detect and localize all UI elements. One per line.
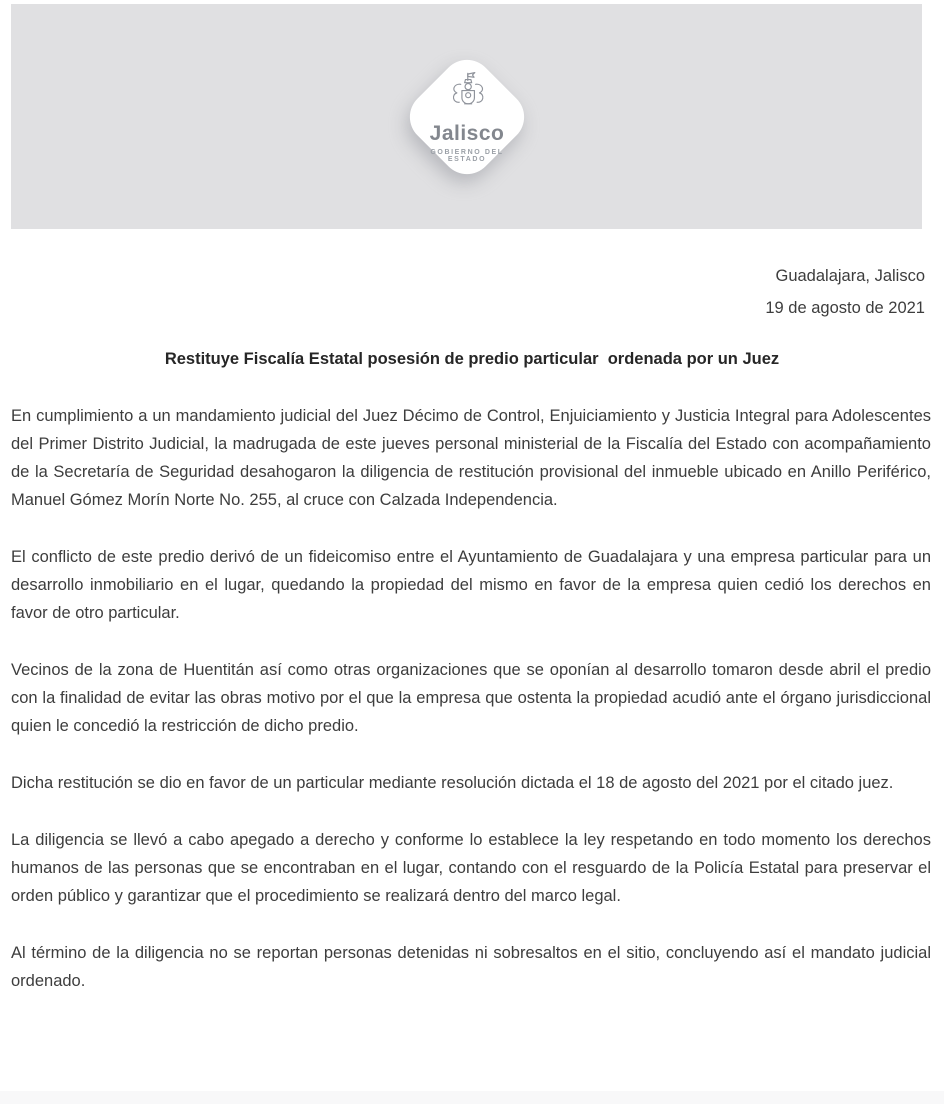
header-band: [11, 4, 922, 229]
logo-wordmark: Jalisco: [429, 121, 504, 145]
logo-diamond: [399, 49, 535, 185]
paragraph: El conflicto de este predio derivó de un fideicomiso entre el Ayuntamiento de Guadalajara y una empresa particular para un desarrollo inmobiliario en el lugar, quedando la propiedad del mismo en favor de la empresa quien cedió los derechos en favor de otro particular.: [11, 548, 931, 622]
paragraph: Vecinos de la zona de Huentitán así como otras organizaciones que se oponían al desarrollo tomaron desde abril el predio con la finalidad de evitar las obras motivo por el que la empresa que ostenta la propiedad acudió ante el órgano jurisdiccional quien le concedió la restricción de dicho predio.: [11, 661, 931, 735]
paragraph: La diligencia se llevó a cabo apegado a derecho y conforme lo establece la ley respetando en todo momento los derechos humanos de las personas que se encontraban en el lugar, contando con el resguardo de la Policía Estatal para preservar el orden público y garantizar que el procedimiento se realizará dentro del marco legal.: [11, 831, 931, 905]
paragraph: En cumplimiento a un mandamiento judicial del Juez Décimo de Control, Enjuiciamiento y Justicia Integral para Adolescentes del Primer Distrito Judicial, la madrugada de este jueves personal ministerial de la Fiscalía del Estado con acompañamiento de la Secretaría de Seguridad desahogaron la diligencia de restitución provisional del inmueble ubicado en Anillo Periférico, Manuel Gómez Morín Norte No. 255, al cruce con Calzada Independencia.: [11, 407, 931, 509]
paragraph: Al término de la diligencia no se reportan personas detenidas ni sobresaltos en el sitio, concluyendo así el mandato judicial ordenado.: [11, 944, 931, 990]
document-title: Restituye Fiscalía Estatal posesión de predio particular ordenada por un Juez: [164, 350, 780, 368]
bottom-strip: [0, 1091, 944, 1104]
jalisco-coat-of-arms-icon: [442, 71, 492, 121]
jalisco-logo: [419, 69, 515, 165]
paragraph: Dicha restitución se dio en favor de un particular mediante resolución dictada el 18 de agosto del 2021 por el citado juez.: [11, 774, 894, 792]
dateline: [765, 260, 925, 324]
body-paragraphs: [11, 402, 931, 995]
logo-tagline: GOBIERNO DEL ESTADO: [429, 148, 504, 163]
dateline-date: 19 de agosto de 2021: [765, 299, 925, 317]
dateline-location: Guadalajara, Jalisco: [775, 267, 925, 285]
